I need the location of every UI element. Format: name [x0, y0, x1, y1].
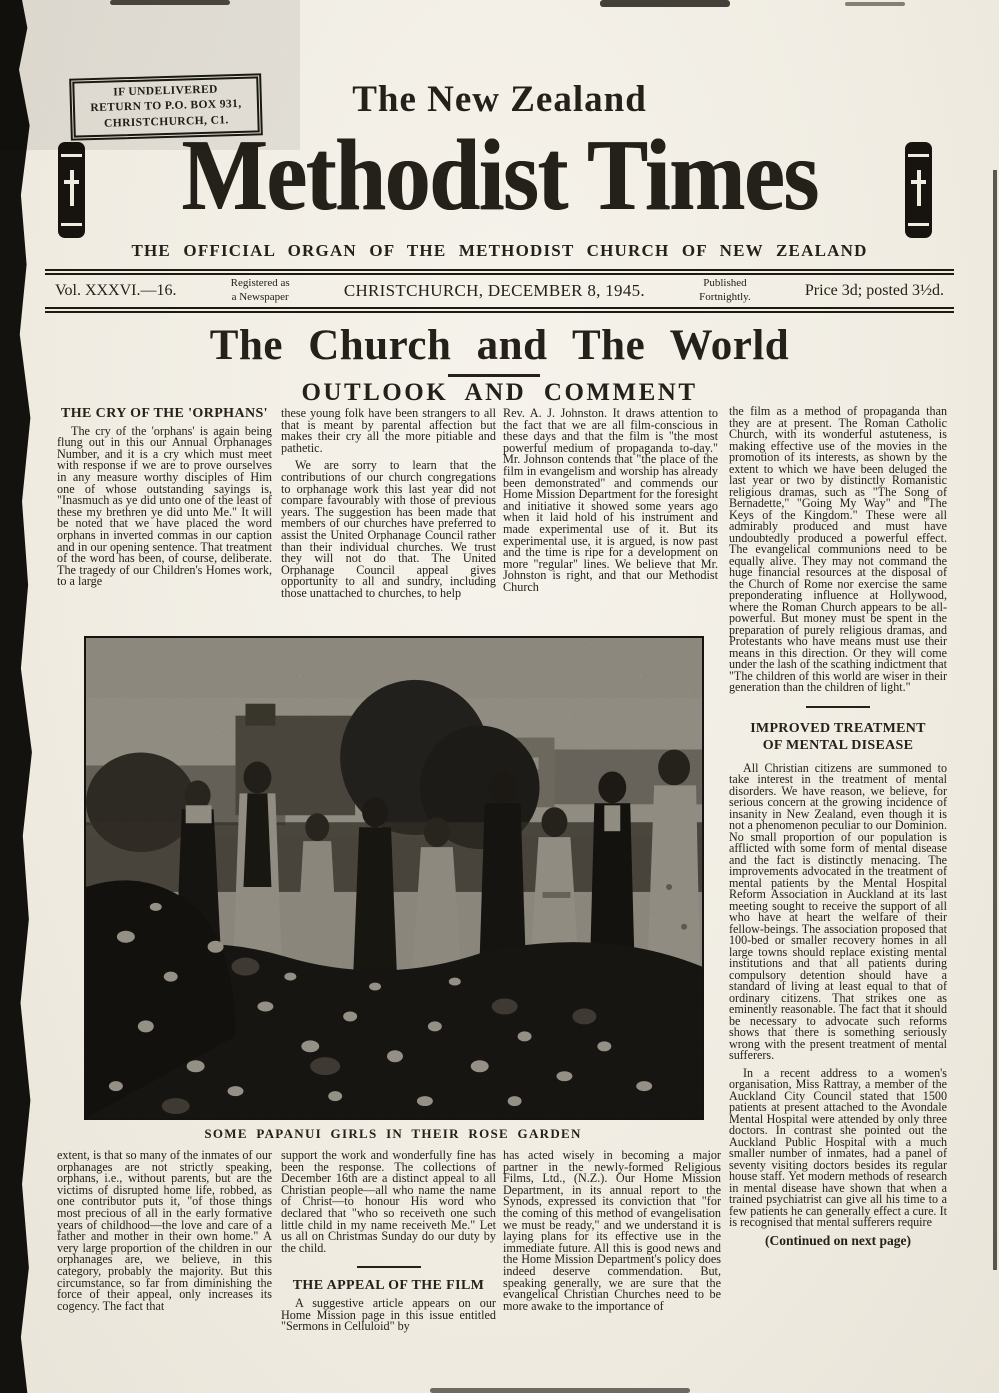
place-and-date: CHRISTCHURCH, DECEMBER 8, 1945. [343, 281, 645, 300]
rose-garden-photo [84, 636, 704, 1120]
bottom-column-2 [281, 1150, 496, 1393]
article-paragraph: In a recent address to a women's organisation, Miss Rattray, a member of the Auckland City Council stated that 1500 patients at present attached to the Avondale Mental Hospital were attended by only three doctors. In contrast she pointed out the Auckland Public Hospital with a much smaller number of inmates, had a panel of seventy visiting doctors besides its regular house staff. Yet modern methods of research in mental disease have shown that when a trained psychiatrist can give all his time to a few patients he can generally effect a cure. It is recognised that mental sufferers require [729, 1065, 947, 1229]
photo-caption: SOME PAPANUI GIRLS IN THEIR ROSE GARDEN [204, 1126, 582, 1141]
masthead-title: Methodist Times [181, 118, 818, 232]
rose-garden-photo-art [86, 638, 702, 1118]
page-headline: The Church and The World [209, 322, 790, 369]
article-heading-orphans: THE CRY OF THE 'ORPHANS' [61, 408, 268, 421]
bottom-column-3 [503, 1150, 721, 1393]
masthead-kicker: The New Zealand [352, 79, 647, 120]
scan-smudge [600, 0, 730, 7]
column-4 [729, 406, 947, 1246]
price: Price 3d; posted 3½d. [804, 282, 944, 299]
article-paragraph: support the work and wonderfully fine has been the response. The collections of December 16th are a distinct appeal to all Christian people—all who name the name of Christ—to honour His word who declared that "who so receiveth one such little child in my name receiveth Me." Let us all on Christmas Sunday do our duty by the child. [281, 1150, 496, 1255]
stamp-line: IF UNDELIVERED [113, 83, 218, 99]
stamp-line: CHRISTCHURCH, C1. [103, 114, 229, 130]
section-divider [806, 706, 870, 708]
cross-ornament-right-icon [905, 142, 932, 238]
volume-number: Vol. XXXVI.—16. [55, 282, 177, 299]
headline-rule [448, 374, 540, 377]
scan-smudge [845, 2, 905, 6]
masthead-subtitle: THE OFFICIAL ORGAN OF THE METHODIST CHURCH OF NEW ZEALAND [131, 241, 868, 260]
bottom-column-1 [57, 1150, 272, 1393]
stamp-line: RETURN TO P.O. BOX 931, [90, 98, 242, 115]
dateline-bar [45, 269, 954, 313]
column-3 [503, 408, 718, 632]
article-paragraph: We are sorry to learn that the contributions of our church congregations to orphanage work this last year did not compare favourably with those of previous years. The suggestion has been made that members of our churches have preferred to assist the United Orphanage Council rather than their individual churches. We trust they will not do that. The United Orphanage Council appeal gives opportunity to all and sundry, including those unattached to churches, to help [281, 458, 496, 600]
cross-ornament-left-icon [58, 142, 85, 238]
article-paragraph: extent, is that so many of the inmates of our orphanages are not strictly speaking, orphans, i.e., without parents, but are the victims of disrupted home life, robbed, as one contributor puts it, "of those things most precious of all in the early formative years of childhood—the love and care of a father and mother in their own home." A very large proportion of the children in our orphanages are, we believe, in this category, probably the majority. But this circumstance, so far from diminishing the force of their appeal, only increases its cogency. The fact that [57, 1150, 272, 1313]
column-1 [57, 408, 272, 632]
article-paragraph: Rev. A. J. Johnston. It draws attention to the fact that we are all film-conscious in these days and that the film is "the most powerful medium of propaganda to-day." Mr. Johnson contends that "the place of the film in evangelism and worship has already been demonstrated" and commends our Home Mission Department for the foresight and initiative it showed some years ago when it laid hold of his instrument and made experimental use of it. But its experimental use, it is argued, is now past and the time is ripe for a development on more "regular" lines. We believe that Mr. Johnston is right, and that our Methodist Church [503, 408, 718, 594]
page-subheadline: OUTLOOK AND COMMENT [301, 379, 698, 406]
registered-note: Registered as a Newspaper [230, 277, 290, 303]
article-paragraph: All Christian citizens are summoned to take interest in the treatment of mental disorders. We have reason, we believe, for serious concern at the growing incidence of insanity in New Zealand, even though it is not a phenomenon peculiar to our Dominion. No small proportion of our population is afflicted with some form of mental disease and the fact is distinctly menacing. The improvements advocated in the treatment of mental patients by the Mental Hospital Reform Association in Auckland at its last meeting sought to receive the support of all who have at heart the welfare of their fellow-beings. The association proposed that 100-bed or smaller recovery homes in all large towns should replace existing mental institutions and that all patients during compulsory detention should have a standard of living at least equal to that of ordinary citizens. That strikes one as eminently reasonable. The fact that it should be necessary to advocate such reforms shows that there is something seriously wrong with the present treatment of mental sufferers. [729, 760, 947, 1062]
article-heading-film-appeal: THE APPEAL OF THE FILM [292, 1278, 485, 1294]
continued-note: (Continued on next page) [765, 1232, 911, 1248]
published-note: Published Fortnightly. [699, 277, 751, 303]
section-divider [357, 1266, 421, 1268]
article-paragraph: The cry of the 'orphans' is again being flung out in this our Annual Orphanages Number, and it is a cry which must meet with response if we are to prove ourselves in any measure worthy disciples of Him one of whose outstanding sayings is, "Inasmuch as ye did unto one of the least of these my brethren ye did unto Me." It will be noted that we have placed the word orphans in inverted commas in our caption and in our opening sentence. That treatment of the word has been, of course, deliberate. The tragedy of our Children's Homes work, to a large [57, 423, 272, 589]
article-paragraph: A suggestive article appears on our Home Mission page in this issue entitled "Sermons in Celluloid" by [281, 1295, 496, 1334]
article-paragraph: has acted wisely in becoming a major partner in the newly-formed Religious Films, Ltd., (N.Z.). Our Home Mission Department, in its annual report to the Synods, expressed its conviction that "for the coming of this method of evangelisation we must be ready," and we understand it is laying plans for its effective use in the immediate future. All this is good news and the Home Mission Department's policy does indeed deserve commendation. But, speaking generally, we are sure that the evangelical Christian Churches need to be more awake to the importance of [503, 1150, 721, 1313]
article-paragraph: the film as a method of propaganda than they are at present. The Roman Catholic Church, with its wonderful astuteness, is making effective use of the movies in the promotion of its interests, as shown by the extent to which we have been deluged the last year or two by distinctly Romanistic religious dramas, such as "The Song of Bernadette," "Going My Way" and "The Keys of the Kingdom." These were all admirably produced and must have undoubtedly produced a powerful effect. The evangelical communions need to be equally alive. They may not command the huge financial resources at the disposal of the Church of Rome nor exercise the same preponderating influence at Hollywood, where the Roman Church appears to be all-powerful. But money must be spent in the preparation of purely religious dramas, and Protestants who have means must use their means in this direction. Or they will come under the lash of the scathing indictment that "The children of this world are wiser in their generation than the children of light." [729, 404, 947, 694]
article-paragraph: these young folk have been strangers to all that is meant by parental affection but makes their cry all the more pitiable and pathetic. [281, 408, 496, 455]
article-heading-mental-disease: IMPROVED TREATMENT OF MENTAL DISEASE [750, 720, 926, 753]
column-2 [281, 408, 496, 632]
scan-smudge [110, 0, 230, 5]
